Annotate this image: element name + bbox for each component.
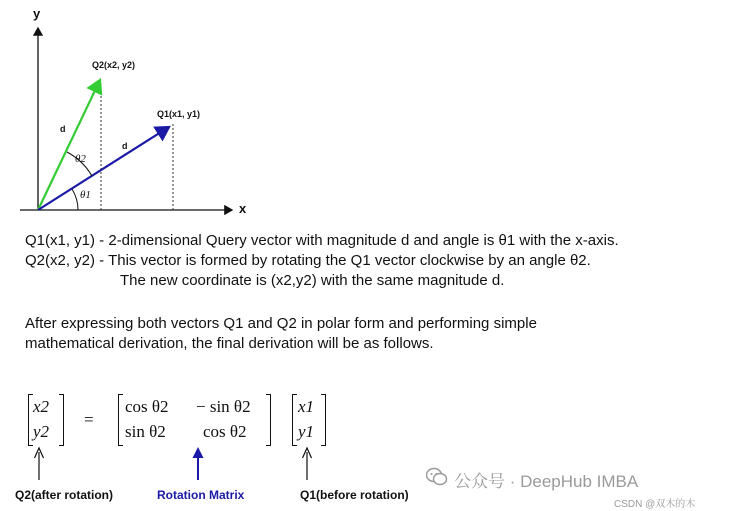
- matrix-r1c1: cos θ2: [125, 397, 169, 416]
- caption-arrows: [0, 440, 340, 485]
- wechat-icon: [426, 467, 448, 487]
- rhs-bracket-right: [321, 394, 326, 446]
- rhs-x1: x1: [298, 397, 315, 416]
- q1-magnitude-label: d: [122, 141, 128, 151]
- q1-point-label: Q1(x1, y1): [157, 109, 201, 119]
- lhs-x2: x2: [33, 397, 50, 416]
- q1-caption-arrow: [303, 448, 312, 480]
- equals-sign: =: [84, 410, 94, 429]
- description-line-coordinate: The new coordinate is (x2,y2) with the same magnitude d.: [120, 272, 505, 289]
- matrix-bracket-left: [118, 394, 123, 446]
- matrix-r1c2: − sin θ2: [196, 397, 251, 416]
- lhs-y2: y2: [33, 422, 50, 441]
- derivation-paragraph-line2: mathematical derivation, the final derivation will be as follows.: [25, 335, 434, 352]
- description-line-q2: Q2(x2, y2) - This vector is formed by rotating the Q1 vector clockwise by an angle θ2.: [25, 252, 591, 269]
- watermark-account: 公众号 · DeepHub IMBA: [454, 472, 639, 491]
- lhs-bracket-right: [59, 394, 64, 446]
- theta2-label: θ2: [75, 153, 86, 165]
- theta1-label: θ1: [80, 189, 91, 201]
- caption-q2-after-rotation: Q2(after rotation): [15, 488, 114, 502]
- y-axis-label: y: [33, 6, 41, 21]
- q2-caption-arrow: [35, 448, 44, 480]
- q2-point-label: Q2(x2, y2): [92, 60, 136, 70]
- derivation-paragraph-line1: After expressing both vectors Q1 and Q2 in polar form and performing simple: [25, 315, 537, 332]
- caption-rotation-matrix: Rotation Matrix: [157, 488, 245, 502]
- theta1-arc: [72, 189, 78, 210]
- rhs-y1: y1: [298, 422, 315, 441]
- caption-q1-before-rotation: Q1(before rotation): [300, 488, 409, 502]
- rhs-bracket-left: [292, 394, 297, 446]
- matrix-bracket-right: [266, 394, 271, 446]
- rotation-caption-arrow: [193, 447, 204, 480]
- x-axis-label: x: [239, 201, 247, 216]
- matrix-r2c1: sin θ2: [125, 422, 166, 441]
- vector-diagram: [0, 0, 260, 225]
- watermark-csdn: CSDN @双木的木: [614, 499, 696, 510]
- q2-magnitude-label: d: [60, 124, 66, 134]
- description-line-q1: Q1(x1, y1) - 2-dimensional Query vector with magnitude d and angle is θ1 with the x-axis.: [25, 232, 619, 249]
- matrix-r2c2: cos θ2: [203, 422, 247, 441]
